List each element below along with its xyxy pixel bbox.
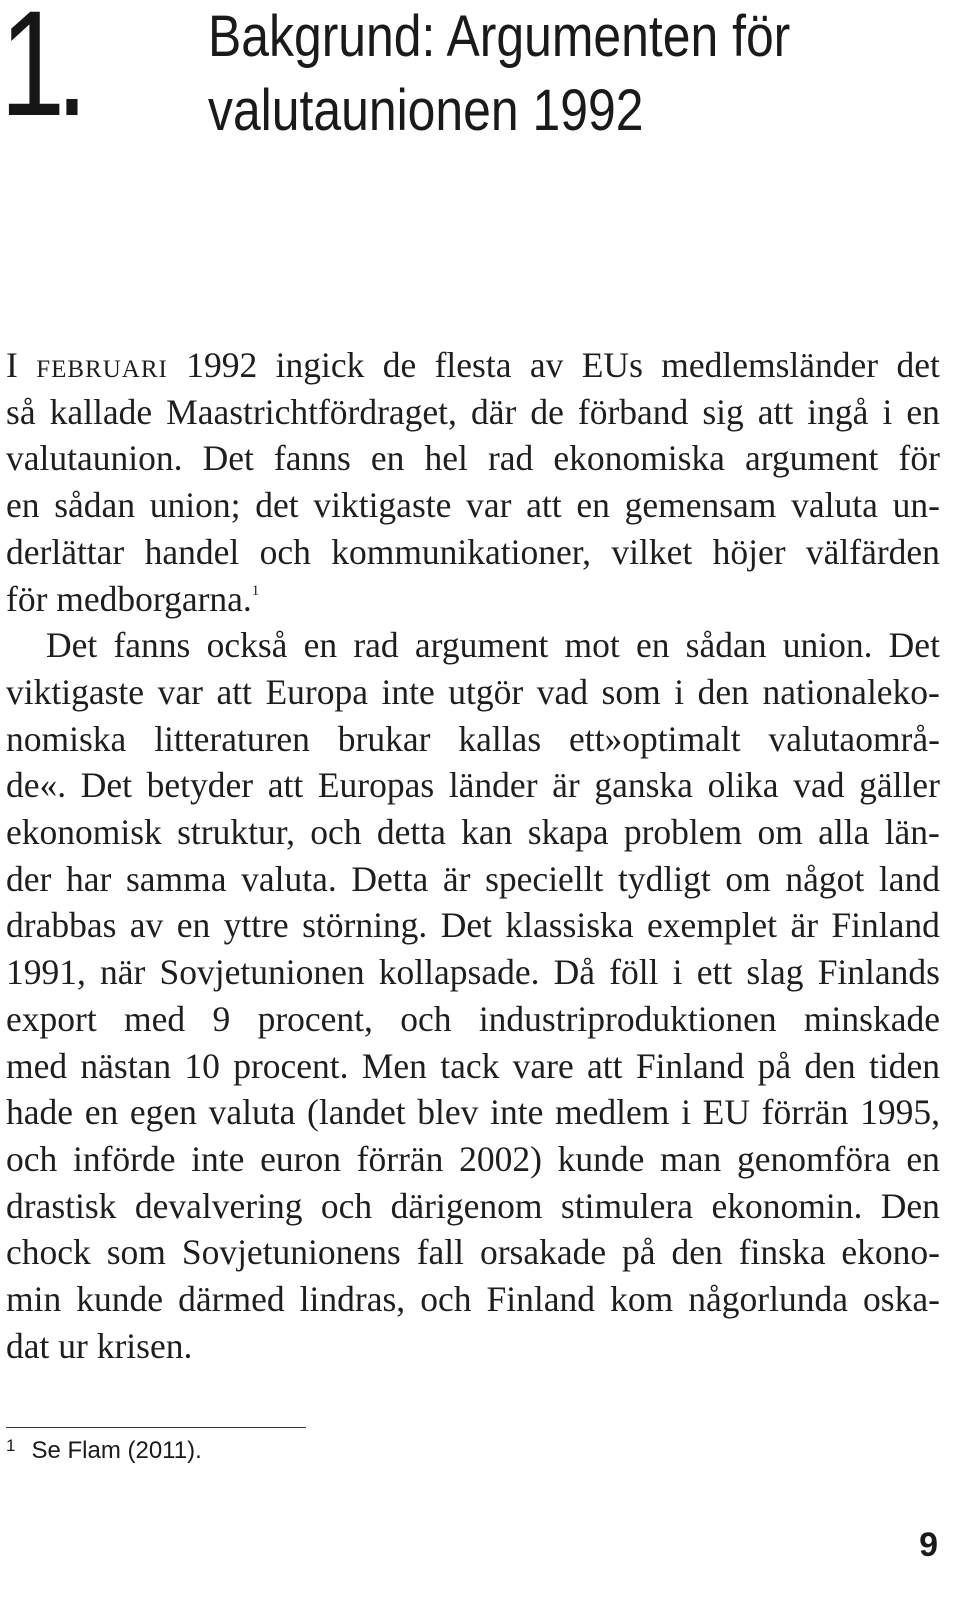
body-line: Det fanns också en rad argument mot en sådan union. Det bbox=[46, 625, 940, 666]
body-line: med nästan 10 procent. Men tack vare att Finland på den tiden bbox=[6, 1045, 940, 1086]
body-line: och införde inte euron förrän 2002) kunde man genomföra en bbox=[6, 1138, 940, 1179]
body-line: en sådan union; det viktigaste var att en gemensam valuta un- bbox=[6, 485, 940, 526]
chapter-title-line-2: valutaunionen 1992 bbox=[208, 78, 644, 143]
body-line: der har samma valuta. Detta är speciellt tydligt om något land bbox=[6, 858, 940, 899]
body-line: I februari 1992 ingick de flesta av EUs medlemsländer det bbox=[6, 345, 940, 385]
body-line: dat ur krisen. bbox=[6, 1325, 193, 1366]
body-line: ekonomisk struktur, och detta kan skapa problem om alla län- bbox=[6, 812, 940, 853]
body-line: 1991, när Sovjetunionen kollapsade. Då föll i ett slag Finlands bbox=[6, 952, 940, 993]
body-text bbox=[6, 342, 940, 1369]
body-line: derlättar handel och kommunikationer, vilket höjer välfärden bbox=[6, 531, 940, 572]
body-line: drabbas av en yttre störning. Det klassiska exemplet är Finland bbox=[6, 905, 940, 946]
footnote-rule bbox=[6, 1427, 306, 1428]
footnote bbox=[6, 1436, 202, 1465]
chapter-number: 1. bbox=[0, 0, 79, 147]
chapter-title bbox=[208, 0, 790, 148]
body-line: chock som Sovjetunionens fall orsakade på den finska ekono- bbox=[6, 1232, 940, 1273]
body-line: för medborgarna.$^1$ bbox=[6, 578, 260, 619]
footnote-reference[interactable]: 1 bbox=[251, 582, 260, 599]
footnote-number: 1 bbox=[6, 1436, 16, 1455]
body-line: hade en egen valuta (landet blev inte medlem i EU förrän 1995, bbox=[6, 1092, 940, 1133]
chapter-title-line-1: Bakgrund: Argumenten för bbox=[208, 4, 791, 69]
body-line: valutaunion. Det fanns en hel rad ekonomiska argument för bbox=[6, 438, 940, 479]
body-line: viktigaste var att Europa inte utgör vad som i den nationaleko- bbox=[6, 671, 940, 712]
body-line: drastisk devalvering och därigenom stimulera ekonomin. Den bbox=[6, 1185, 940, 1226]
body-line: så kallade Maastrichtfördraget, där de förband sig att ingå i en bbox=[6, 391, 940, 432]
body-line: de«. Det betyder att Europas länder är ganska olika vad gäller bbox=[6, 765, 940, 806]
body-line: nomiska litteraturen brukar kallas ett»optimalt valutaområ- bbox=[6, 718, 940, 759]
body-line: export med 9 procent, och industriproduktionen minskade bbox=[6, 998, 940, 1039]
page-number: 9 bbox=[919, 1526, 938, 1564]
body-line: min kunde därmed lindras, och Finland kom någorlunda oska- bbox=[6, 1279, 940, 1320]
footnote-text: Se Flam (2011). bbox=[31, 1437, 202, 1464]
